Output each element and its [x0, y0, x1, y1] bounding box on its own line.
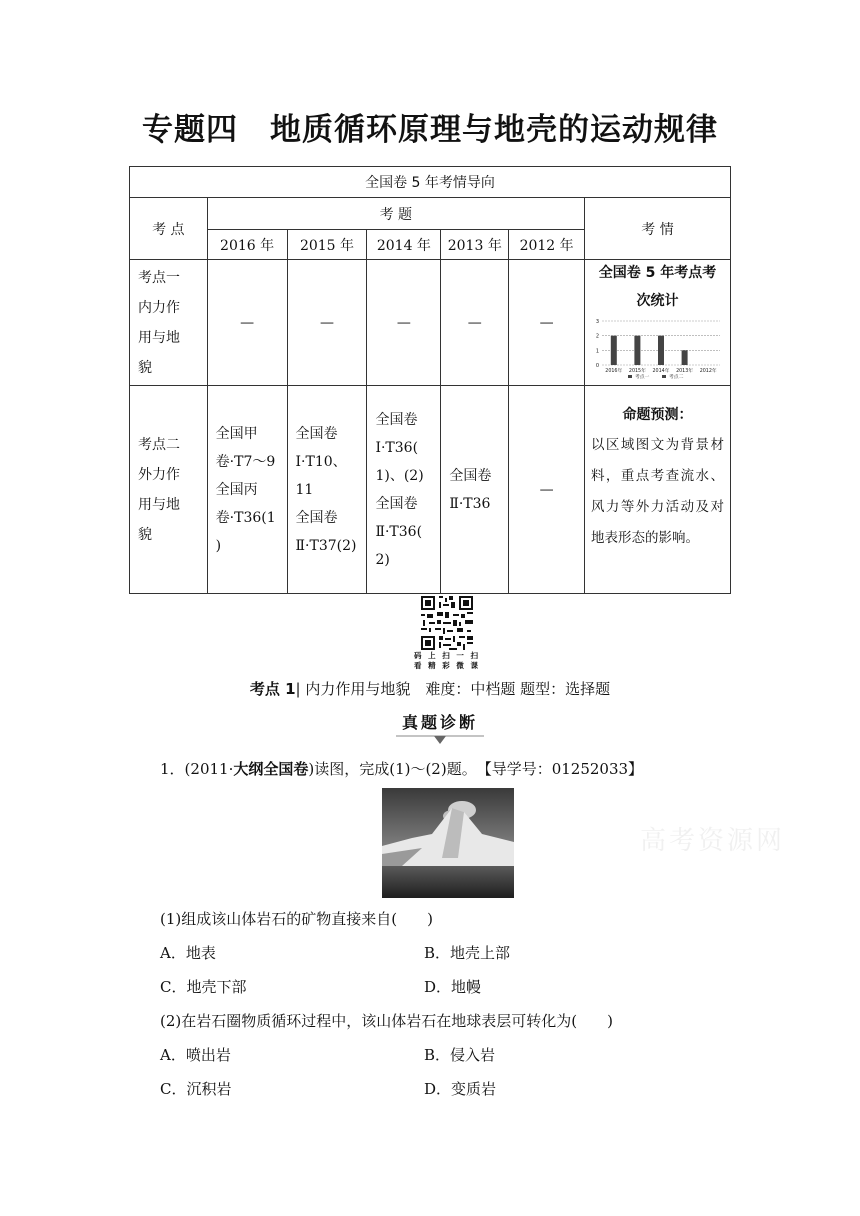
- option-a[interactable]: A．喷出岩: [160, 1046, 231, 1064]
- table-cell: —: [509, 386, 585, 594]
- qr-caption: 码 上 扫 一 扫: [414, 651, 480, 660]
- volcano-photo: [382, 788, 514, 898]
- header-kaodian: 考 点: [130, 198, 208, 260]
- page-title: 专题四 地质循环原理与地壳的运动规律: [142, 112, 718, 148]
- row-name-line: 内力作: [138, 299, 180, 316]
- legend-swatch: [628, 375, 632, 378]
- cell-line: Ⅰ·T10、: [295, 453, 347, 470]
- stats-cell: [585, 260, 731, 386]
- stats-title-line: 全国卷 5 年考点考: [598, 265, 717, 281]
- table-cell: [287, 386, 367, 594]
- question-source: 大纲全国卷: [233, 760, 309, 778]
- topic-label: 考点 1: [249, 680, 296, 698]
- table-row: [130, 386, 731, 594]
- qr-caption: 看 精 彩 微 课: [414, 661, 480, 670]
- year-cell: 2016 年: [207, 230, 287, 260]
- bar: [610, 336, 616, 365]
- bar: [681, 350, 687, 365]
- y-tick-label: 2: [595, 333, 599, 340]
- section-badge: [390, 712, 490, 742]
- x-tick-label: 2013年: [675, 369, 693, 374]
- table-cell: —: [287, 260, 367, 386]
- option-d[interactable]: D．变质岩: [424, 1080, 497, 1098]
- row-name-line: 用与地: [138, 329, 180, 346]
- year-cell: 2012 年: [509, 230, 585, 260]
- cell-line: 卷·T36(1: [215, 509, 276, 526]
- year-cell: 2014 年: [367, 230, 441, 260]
- x-tick-label: 2015年: [628, 369, 646, 374]
- qr-code-icon[interactable]: [419, 594, 475, 652]
- row-name-line: 考点一: [138, 269, 180, 286]
- cell-line: 11: [295, 481, 314, 498]
- row-name-line: 貌: [138, 359, 152, 376]
- bar: [634, 336, 640, 365]
- table-caption: 全国卷 5 年考情导向: [130, 167, 731, 198]
- subquestion-1: (1)组成该山体岩石的矿物直接来自( ): [160, 910, 433, 928]
- option-b[interactable]: B．侵入岩: [424, 1046, 496, 1064]
- cell-line: 全国卷: [295, 425, 338, 442]
- question-suffix: )读图，完成(1)～(2)题。 【导学号：01252033】: [308, 760, 644, 778]
- cell-line: 全国卷: [375, 411, 418, 428]
- topic-details: | 内力作用与地貌 难度：中档题 题型：选择题: [295, 680, 611, 698]
- cell-line: 全国丙: [215, 481, 258, 498]
- header-kaoti: 考 题: [207, 198, 584, 230]
- table-row: [130, 260, 731, 386]
- x-tick-label: 2014年: [651, 369, 670, 374]
- table-cell: [441, 386, 509, 594]
- cell-line: 2): [375, 551, 390, 568]
- prediction-title: 命题预测：: [622, 407, 693, 423]
- row-name-line: 用与地: [138, 496, 180, 513]
- row-name-line: 考点二: [138, 436, 180, 453]
- y-tick-label: 3: [595, 319, 599, 325]
- x-tick-label: 2012年: [699, 369, 717, 374]
- year-cell: 2013 年: [441, 230, 509, 260]
- x-tick-label: 2016年: [604, 369, 622, 374]
- cell-line: 1)、(2): [375, 467, 424, 484]
- bar: [658, 336, 664, 365]
- cell-line: 全国卷: [375, 495, 418, 512]
- exam-overview-table: [129, 166, 731, 594]
- watermark: 高考资源网: [640, 826, 786, 856]
- stats-bar-chart: [590, 317, 726, 383]
- subquestion-2: (2)在岩石圈物质循环过程中，该山体岩石在地球表层可转化为( ): [160, 1012, 613, 1030]
- cell-line: 全国卷: [295, 509, 338, 526]
- row-name-line: 貌: [138, 526, 152, 543]
- row-name-line: 外力作: [138, 466, 180, 483]
- row-name-cell: [130, 386, 208, 594]
- y-tick-label: 0: [595, 363, 599, 369]
- table-cell: —: [509, 260, 585, 386]
- option-d[interactable]: D．地幔: [424, 978, 482, 996]
- y-tick-label: 1: [595, 348, 599, 355]
- section-badge-label: 真题诊断: [401, 713, 478, 732]
- cell-line: Ⅱ·T36: [449, 495, 491, 512]
- table-cell: —: [207, 260, 287, 386]
- table-cell: [207, 386, 287, 594]
- option-a[interactable]: A．地表: [160, 944, 216, 962]
- legend-swatch: [662, 375, 666, 378]
- option-c[interactable]: C．地壳下部: [160, 978, 247, 996]
- question-header: [160, 758, 643, 779]
- option-b[interactable]: B．地壳上部: [424, 944, 511, 962]
- prediction-text: 以区域图文为背景材料，重点考查流水、风力等外力活动及对地表形态的影响。: [591, 437, 724, 546]
- cell-line: Ⅰ·T36(: [375, 439, 419, 456]
- option-c[interactable]: C．沉积岩: [160, 1080, 232, 1098]
- cell-line: 卷·T7～9: [215, 453, 276, 470]
- cell-line: Ⅱ·T37(2): [295, 537, 357, 554]
- header-kaoqing: 考 情: [585, 198, 731, 260]
- row-name-cell: [130, 260, 208, 386]
- cell-line: ): [215, 537, 222, 554]
- cell-line: 全国卷: [449, 467, 492, 484]
- stats-title-line: 次统计: [636, 293, 679, 309]
- cell-line: Ⅱ·T36(: [375, 523, 423, 540]
- table-cell: [367, 386, 441, 594]
- question-prefix: 1．(2011·: [160, 760, 234, 778]
- year-cell: 2015 年: [287, 230, 367, 260]
- topic-line: [0, 678, 860, 699]
- legend-label: 考点一: [634, 375, 649, 380]
- table-cell: —: [367, 260, 441, 386]
- table-cell: —: [441, 260, 509, 386]
- legend-label: 考点二: [668, 375, 683, 380]
- cell-line: 全国甲: [215, 425, 258, 442]
- prediction-cell: [585, 386, 731, 594]
